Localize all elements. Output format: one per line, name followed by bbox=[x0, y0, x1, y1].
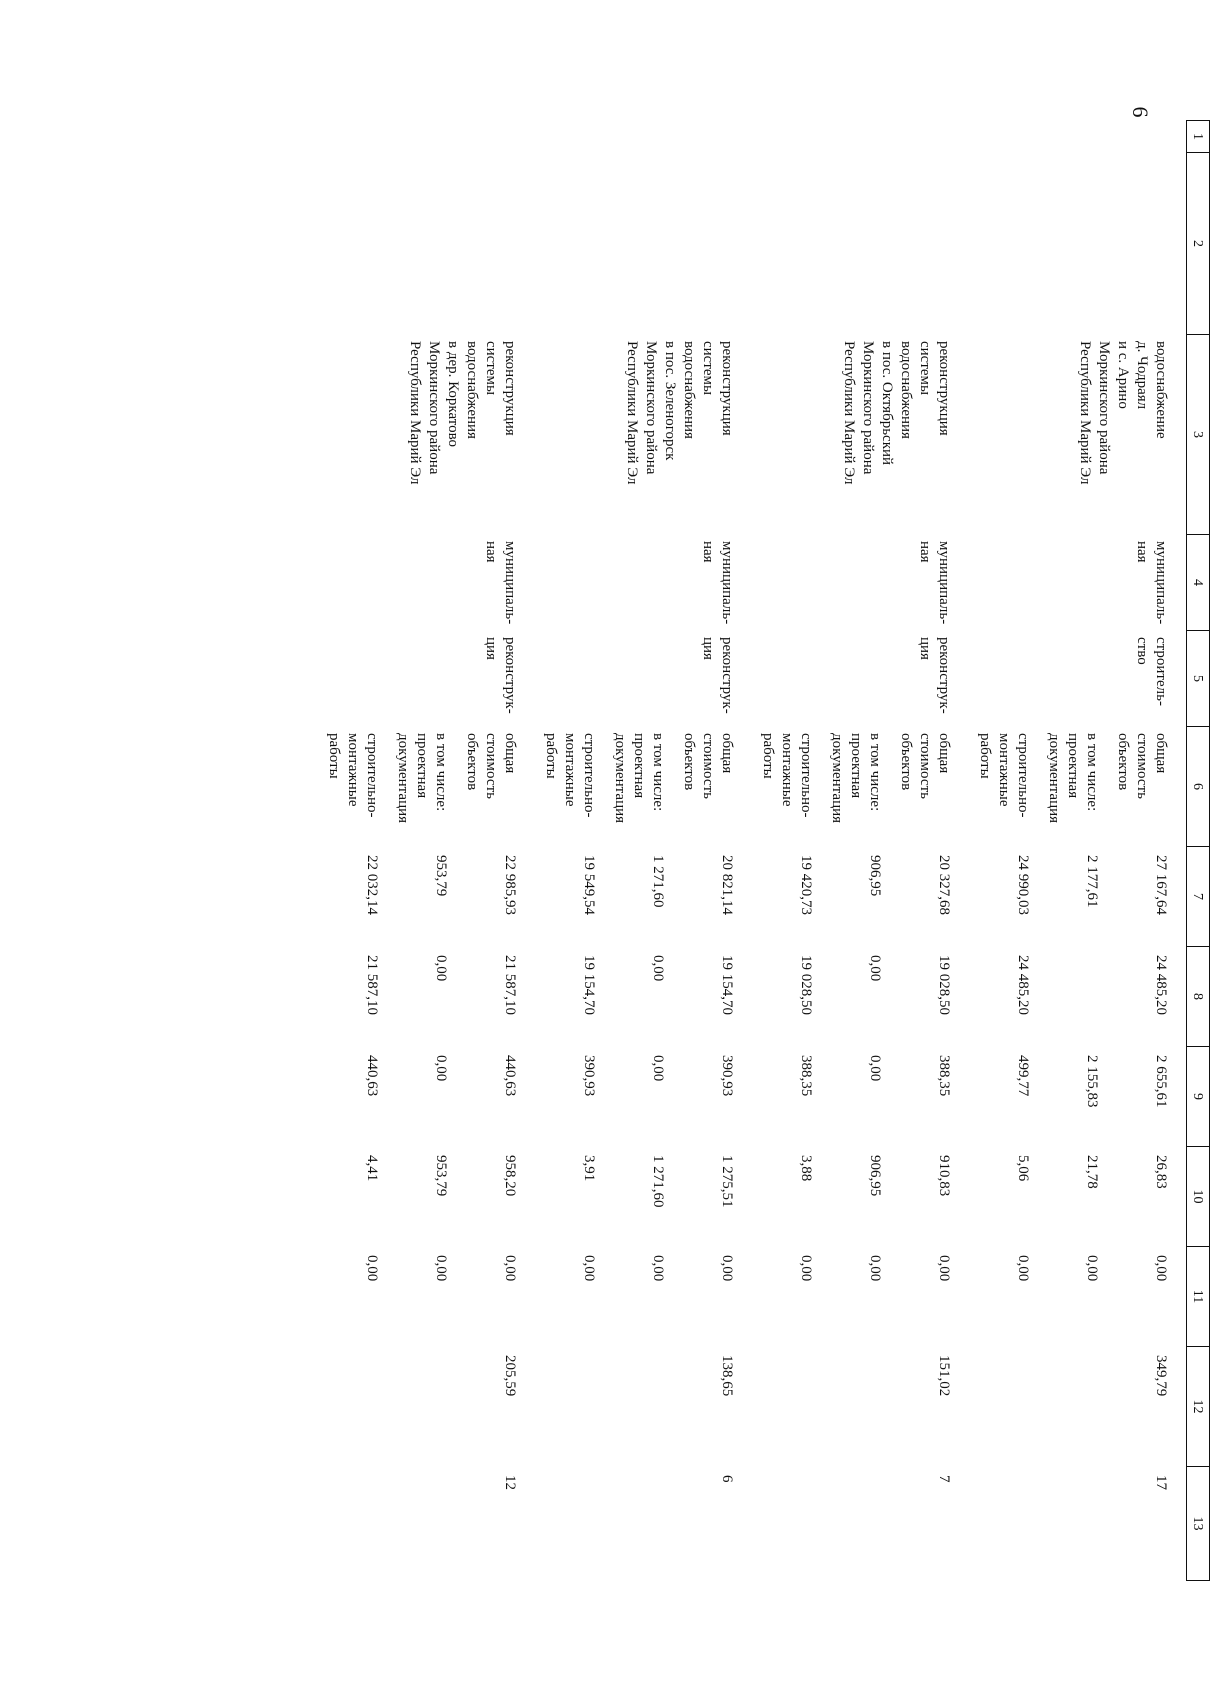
ownership: муниципаль- ная bbox=[917, 541, 952, 625]
ownership: муниципаль- ная bbox=[700, 541, 735, 625]
table-row bbox=[456, 121, 535, 1581]
value-col11: 0,00 bbox=[867, 1255, 883, 1282]
column-header: 8 bbox=[1187, 947, 1210, 1047]
value-col11: 0,00 bbox=[936, 1255, 952, 1282]
value-col8: 24 485,20 bbox=[1015, 955, 1031, 1015]
value-col11: 0,00 bbox=[798, 1255, 814, 1282]
value-col7: 906,95 bbox=[867, 855, 883, 897]
value-col7: 19 420,73 bbox=[798, 855, 814, 915]
cost-label: строительно- монтажные работы bbox=[543, 733, 597, 818]
value-col12: 349,79 bbox=[1153, 1355, 1169, 1397]
ownership: муниципаль- ная bbox=[483, 541, 518, 625]
value-col7: 2 177,61 bbox=[1084, 855, 1100, 908]
cell-col2 bbox=[604, 153, 673, 335]
value-col8: 19 028,50 bbox=[798, 955, 814, 1015]
column-header: 4 bbox=[1187, 535, 1210, 631]
cell-col1 bbox=[969, 121, 1038, 153]
column-header: 3 bbox=[1187, 335, 1210, 535]
cell-col1 bbox=[890, 121, 969, 153]
value-col9: 0,00 bbox=[433, 1055, 449, 1082]
ownership: муниципаль- ная bbox=[1134, 541, 1169, 625]
value-col10: 953,79 bbox=[433, 1155, 449, 1197]
cell-col1 bbox=[456, 121, 535, 153]
value-col7: 1 271,60 bbox=[650, 855, 666, 908]
cell-col2 bbox=[318, 153, 387, 335]
value-col13: 12 bbox=[502, 1475, 518, 1490]
value-col11: 0,00 bbox=[1153, 1255, 1169, 1282]
cell-col1 bbox=[387, 121, 456, 153]
column-header: 7 bbox=[1187, 847, 1210, 947]
column-header: 6 bbox=[1187, 727, 1210, 847]
cost-label: общая стоимость объектов bbox=[1115, 733, 1169, 799]
value-col7: 19 549,54 bbox=[581, 855, 597, 915]
value-col9: 440,63 bbox=[502, 1055, 518, 1097]
work-type: реконструк- ция bbox=[700, 637, 735, 714]
value-col13: 6 bbox=[719, 1475, 735, 1483]
value-col11: 0,00 bbox=[650, 1255, 666, 1282]
value-col13: 7 bbox=[936, 1475, 952, 1483]
cell-col2 bbox=[673, 153, 752, 335]
column-header: 13 bbox=[1187, 1467, 1210, 1581]
cost-label: строительно- монтажные работы bbox=[760, 733, 814, 818]
cell-col2 bbox=[1107, 153, 1187, 335]
cell-col2 bbox=[387, 153, 456, 335]
data-table bbox=[318, 120, 1210, 1581]
project-name: водоснабжение д. Чодраял и с. Арино Моркинского района Республики Марий Эл bbox=[1077, 341, 1169, 485]
value-col10: 910,83 bbox=[936, 1155, 952, 1197]
value-col7: 27 167,64 bbox=[1153, 855, 1169, 915]
column-header: 10 bbox=[1187, 1147, 1210, 1247]
value-col8: 0,00 bbox=[650, 955, 666, 982]
cost-label: строительно- монтажные работы bbox=[977, 733, 1031, 818]
cost-label: в том числе: проектная документация bbox=[395, 733, 449, 824]
value-col7: 20 821,14 bbox=[719, 855, 735, 915]
value-col11: 0,00 bbox=[581, 1255, 597, 1282]
value-col10: 26,83 bbox=[1153, 1155, 1169, 1189]
value-col7: 24 990,03 bbox=[1015, 855, 1031, 915]
value-col7: 22 985,93 bbox=[502, 855, 518, 915]
project-name: реконструкция системы водоснабжения в пос. Зеленогорск Моркинского района Республики Марий Эл bbox=[624, 341, 735, 485]
value-col9: 390,93 bbox=[581, 1055, 597, 1097]
cell-col1 bbox=[604, 121, 673, 153]
column-number-row bbox=[1187, 121, 1210, 1581]
value-col7: 20 327,68 bbox=[936, 855, 952, 915]
value-col11: 0,00 bbox=[502, 1255, 518, 1282]
value-col8: 0,00 bbox=[867, 955, 883, 982]
value-col10: 3,88 bbox=[798, 1155, 814, 1182]
project-name: реконструкция системы водоснабжения в пос. Октябрьский Моркинского района Республики Марий Эл bbox=[841, 341, 952, 485]
work-type: реконструк- ция bbox=[917, 637, 952, 714]
cost-label: общая стоимость объектов bbox=[464, 733, 518, 799]
cell-col1 bbox=[318, 121, 387, 153]
value-col10: 5,06 bbox=[1015, 1155, 1031, 1182]
value-col8 bbox=[1038, 947, 1107, 1047]
value-col9: 2 655,61 bbox=[1153, 1055, 1169, 1108]
value-col10: 4,41 bbox=[364, 1155, 380, 1182]
value-col12: 205,59 bbox=[502, 1355, 518, 1397]
cost-label: в том числе: проектная документация bbox=[829, 733, 883, 824]
value-col11: 0,00 bbox=[364, 1255, 380, 1282]
cell-col2 bbox=[890, 153, 969, 335]
work-type: реконструк- ция bbox=[483, 637, 518, 714]
table-body bbox=[318, 121, 1187, 1581]
cell-col2 bbox=[821, 153, 890, 335]
value-col9: 499,77 bbox=[1015, 1055, 1031, 1097]
value-col9: 388,35 bbox=[798, 1055, 814, 1097]
cell-col1 bbox=[1038, 121, 1107, 153]
value-col12: 138,65 bbox=[719, 1355, 735, 1397]
column-header: 11 bbox=[1187, 1247, 1210, 1347]
value-col11: 0,00 bbox=[719, 1255, 735, 1282]
value-col8: 19 154,70 bbox=[581, 955, 597, 1015]
value-col10: 21,78 bbox=[1084, 1155, 1100, 1189]
value-col8: 19 154,70 bbox=[719, 955, 735, 1015]
column-header: 5 bbox=[1187, 631, 1210, 727]
cost-label: строительно- монтажные работы bbox=[326, 733, 380, 818]
cell-col2 bbox=[535, 153, 604, 335]
value-col9: 0,00 bbox=[650, 1055, 666, 1082]
value-col11: 0,00 bbox=[1084, 1255, 1100, 1282]
cell-col1 bbox=[673, 121, 752, 153]
cost-label: общая стоимость объектов bbox=[898, 733, 952, 799]
value-col10: 906,95 bbox=[867, 1155, 883, 1197]
value-col10: 958,20 bbox=[502, 1155, 518, 1197]
value-col8: 21 587,10 bbox=[364, 955, 380, 1015]
cost-label: в том числе: проектная документация bbox=[1046, 733, 1100, 824]
value-col8: 19 028,50 bbox=[936, 955, 952, 1015]
value-col11: 0,00 bbox=[433, 1255, 449, 1282]
cell-col2 bbox=[752, 153, 821, 335]
value-col10: 1 271,60 bbox=[650, 1155, 666, 1208]
value-col8: 24 485,20 bbox=[1153, 955, 1169, 1015]
investment-table bbox=[210, 120, 1210, 1580]
cost-label: общая стоимость объектов bbox=[681, 733, 735, 799]
cost-label: в том числе: проектная документация bbox=[612, 733, 666, 824]
cell-col2 bbox=[1038, 153, 1107, 335]
value-col9: 390,93 bbox=[719, 1055, 735, 1097]
value-col7: 953,79 bbox=[433, 855, 449, 897]
table-row bbox=[1107, 121, 1187, 1581]
value-col10: 1 275,51 bbox=[719, 1155, 735, 1208]
value-col9: 0,00 bbox=[867, 1055, 883, 1082]
cell-col1 bbox=[535, 121, 604, 153]
value-col11: 0,00 bbox=[1015, 1255, 1031, 1282]
column-header: 2 bbox=[1187, 153, 1210, 335]
value-col8: 0,00 bbox=[433, 955, 449, 982]
table-row bbox=[673, 121, 752, 1581]
value-col8: 21 587,10 bbox=[502, 955, 518, 1015]
cell-col1 bbox=[821, 121, 890, 153]
value-col9: 440,63 bbox=[364, 1055, 380, 1097]
value-col10: 3,91 bbox=[581, 1155, 597, 1182]
value-col13: 17 bbox=[1153, 1475, 1169, 1490]
column-header: 9 bbox=[1187, 1047, 1210, 1147]
cell-col2 bbox=[456, 153, 535, 335]
cell-col1 bbox=[1107, 121, 1187, 153]
work-type: строитель- ство bbox=[1134, 637, 1169, 706]
cell-col1 bbox=[752, 121, 821, 153]
value-col7: 22 032,14 bbox=[364, 855, 380, 915]
table-row bbox=[890, 121, 969, 1581]
value-col9: 388,35 bbox=[936, 1055, 952, 1097]
value-col9: 2 155,83 bbox=[1084, 1055, 1100, 1108]
project-name: реконструкция системы водоснабжения в дер. Коркатово Моркинского района Республики Марий Эл bbox=[407, 341, 518, 485]
value-col12: 151,02 bbox=[936, 1355, 952, 1397]
column-header: 1 bbox=[1187, 121, 1210, 153]
page-number: 6 bbox=[1128, 106, 1153, 118]
column-header: 12 bbox=[1187, 1347, 1210, 1467]
cell-col2 bbox=[969, 153, 1038, 335]
